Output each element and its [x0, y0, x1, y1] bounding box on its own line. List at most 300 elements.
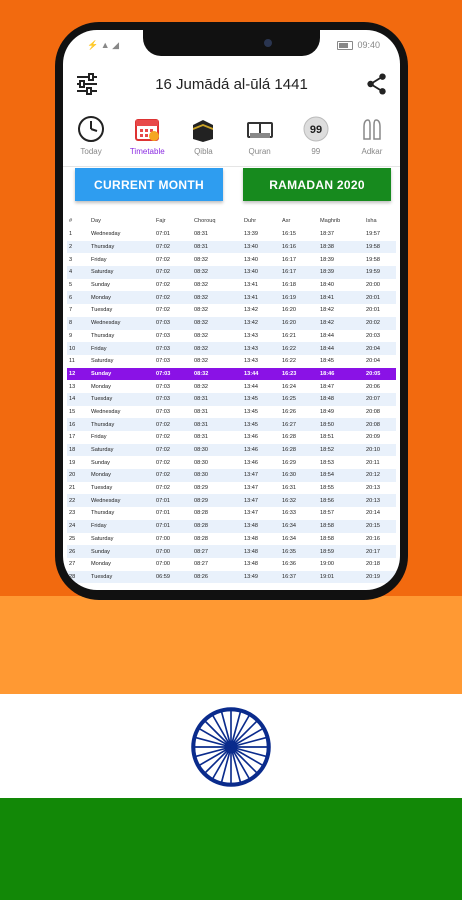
table-cell: 8 — [69, 320, 73, 327]
table-cell: Wednesday — [91, 231, 121, 238]
table-cell: 15 — [69, 408, 76, 415]
table-cell: 07:03 — [156, 320, 170, 327]
table-cell: 07:03 — [156, 396, 170, 403]
table-cell: 11 — [69, 358, 75, 365]
table-cell: 08:31 — [194, 244, 208, 251]
table-cell: 20:08 — [366, 408, 380, 415]
table-cell: 16:22 — [282, 345, 296, 352]
table-row[interactable] — [67, 291, 396, 304]
table-cell: Sunday — [91, 459, 110, 466]
table-cell: 08:28 — [194, 523, 208, 530]
table-cell: 20:01 — [366, 294, 380, 301]
tab-timetable[interactable] — [119, 114, 175, 164]
table-cell: 20:09 — [366, 434, 380, 441]
tab-adkar[interactable] — [344, 114, 400, 164]
table-cell: 16:37 — [282, 573, 296, 580]
phone-notch — [143, 30, 320, 56]
table-cell: 18:42 — [320, 320, 334, 327]
table-cell: 13:47 — [244, 485, 258, 492]
status-bar — [337, 40, 380, 50]
table-cell: 06:59 — [156, 573, 170, 580]
table-cell: 13:45 — [244, 396, 258, 403]
table-cell: 13:45 — [244, 408, 258, 415]
table-cell: 18:39 — [320, 256, 334, 263]
table-cell: 16:36 — [282, 561, 296, 568]
table-cell: 08:31 — [194, 396, 208, 403]
table-row[interactable] — [67, 330, 396, 343]
table-cell: Saturday — [91, 269, 114, 276]
table-cell: 08:26 — [194, 573, 208, 580]
table-cell: 18:37 — [320, 231, 334, 238]
table-cell: 13:42 — [244, 307, 258, 314]
column-header: Fajr — [156, 218, 166, 224]
table-cell: 18:45 — [320, 358, 334, 365]
app-screen — [63, 30, 400, 590]
table-cell: 16:34 — [282, 523, 296, 530]
table-cell: 16:35 — [282, 548, 296, 555]
table-row[interactable] — [67, 494, 396, 507]
table-cell: Saturday — [91, 535, 114, 542]
calendar-icon — [133, 115, 161, 143]
table-cell: 20:18 — [366, 561, 380, 568]
table-cell: 19:01 — [320, 573, 334, 580]
table-cell: 18:58 — [320, 535, 334, 542]
table-cell: 07:00 — [156, 535, 170, 542]
table-row[interactable] — [67, 406, 396, 419]
tab-label: 99 — [311, 147, 321, 156]
table-cell: 27 — [69, 561, 76, 568]
table-cell: Tuesday — [91, 573, 113, 580]
table-cell: 22 — [69, 497, 76, 504]
table-cell: 16:19 — [282, 294, 296, 301]
table-cell: 18:39 — [320, 269, 334, 276]
tab-label: Qibla — [194, 147, 213, 156]
table-cell: Wednesday — [91, 408, 121, 415]
table-cell: Friday — [91, 256, 107, 263]
table-cell: 08:31 — [194, 231, 208, 238]
table-cell: 08:30 — [194, 472, 208, 479]
table-cell: 07:02 — [156, 244, 170, 251]
table-cell: 13:48 — [244, 561, 258, 568]
column-header: Isha — [366, 218, 377, 224]
table-row[interactable] — [67, 431, 396, 444]
table-cell: 08:32 — [194, 256, 208, 263]
table-cell: 18:47 — [320, 383, 334, 390]
table-cell: Monday — [91, 294, 111, 301]
table-cell: 16:24 — [282, 383, 296, 390]
table-cell: 20:03 — [366, 332, 380, 339]
table-row[interactable] — [67, 571, 396, 584]
table-cell: 16:15 — [282, 231, 296, 238]
table-cell: 13:43 — [244, 345, 258, 352]
table-cell: 18:38 — [320, 244, 334, 251]
table-cell: Sunday — [91, 548, 110, 555]
table-cell: 18:48 — [320, 396, 334, 403]
table-cell: 19:59 — [366, 269, 380, 276]
table-cell: 18:44 — [320, 345, 334, 352]
table-cell: 13:39 — [244, 231, 258, 238]
table-cell: 24 — [69, 523, 76, 530]
table-cell: 08:27 — [194, 561, 208, 568]
kaaba-icon — [189, 115, 217, 143]
table-cell: 18:41 — [320, 294, 334, 301]
table-cell: 1 — [69, 231, 73, 238]
table-cell: 9 — [69, 332, 73, 339]
table-cell: 08:32 — [194, 320, 208, 327]
table-cell: 20 — [69, 472, 76, 479]
table-cell: 08:31 — [194, 434, 208, 441]
table-cell: Tuesday — [91, 307, 113, 314]
table-cell: 20:05 — [366, 370, 381, 377]
table-cell: 08:31 — [194, 408, 208, 415]
table-row[interactable] — [67, 418, 396, 431]
table-cell: 08:32 — [194, 358, 208, 365]
table-cell: 08:29 — [194, 485, 208, 492]
table-cell: 08:32 — [194, 332, 208, 339]
table-cell: Sunday — [91, 370, 112, 377]
table-cell: Monday — [91, 383, 111, 390]
table-cell: 07:02 — [156, 256, 170, 263]
table-cell: 20:15 — [366, 523, 380, 530]
table-cell: 16:27 — [282, 421, 296, 428]
table-row[interactable] — [67, 456, 396, 469]
table-cell: 16:28 — [282, 434, 296, 441]
tab-bar — [63, 114, 400, 164]
table-cell: 19 — [69, 459, 76, 466]
table-cell: 10 — [69, 345, 76, 352]
current-month-button[interactable]: CURRENT MONTH — [75, 168, 223, 201]
table-cell: Thursday — [91, 244, 115, 251]
table-cell: 07:02 — [156, 459, 170, 466]
table-cell: 13:40 — [244, 269, 258, 276]
column-header: # — [69, 218, 73, 224]
india-flag — [0, 596, 462, 900]
table-cell: 16:32 — [282, 497, 296, 504]
table-cell: 18:57 — [320, 510, 334, 517]
table-cell: 7 — [69, 307, 73, 314]
table-cell: 07:03 — [156, 332, 170, 339]
table-cell: 18:44 — [320, 332, 334, 339]
table-cell: 16:23 — [282, 370, 297, 377]
table-cell: 20:07 — [366, 396, 380, 403]
tab-today[interactable] — [63, 114, 119, 164]
divider — [63, 166, 400, 167]
table-row-today[interactable] — [67, 368, 396, 381]
table-cell: 13:43 — [244, 332, 258, 339]
table-cell: 08:32 — [194, 269, 208, 276]
table-cell: 16:20 — [282, 320, 296, 327]
table-cell: 16:31 — [282, 485, 296, 492]
table-cell: Thursday — [91, 421, 115, 428]
table-cell: 26 — [69, 548, 76, 555]
table-cell: 13:47 — [244, 472, 258, 479]
table-cell: 07:02 — [156, 472, 170, 479]
table-cell: 13:46 — [244, 434, 258, 441]
table-cell: 07:03 — [156, 358, 170, 365]
table-cell: 16:20 — [282, 307, 296, 314]
table-cell: 07:02 — [156, 421, 170, 428]
column-header: Asr — [282, 218, 291, 224]
table-cell: 13:42 — [244, 320, 258, 327]
table-cell: Wednesday — [91, 320, 121, 327]
table-cell: 16:17 — [282, 269, 296, 276]
table-cell: 07:03 — [156, 345, 170, 352]
table-cell: 18:53 — [320, 459, 334, 466]
table-row[interactable] — [67, 304, 396, 317]
table-cell: 07:02 — [156, 269, 170, 276]
table-cell: 19:00 — [320, 561, 334, 568]
table-cell: 20:04 — [366, 345, 380, 352]
table-cell: 13 — [69, 383, 76, 390]
table-cell: 20:02 — [366, 320, 380, 327]
table-row[interactable] — [67, 507, 396, 520]
table-row[interactable] — [67, 317, 396, 330]
table-cell: 6 — [69, 294, 73, 301]
table-cell: 16:28 — [282, 447, 296, 454]
table-cell: 28 — [69, 573, 76, 580]
table-cell: 08:32 — [194, 307, 208, 314]
table-cell: 13:43 — [244, 358, 258, 365]
column-header: Chorouq — [194, 218, 216, 224]
share-icon[interactable] — [366, 72, 388, 96]
table-row[interactable] — [67, 241, 396, 254]
tab-label: Today — [80, 147, 102, 156]
table-cell: 20:13 — [366, 497, 380, 504]
table-cell: 13:41 — [244, 282, 258, 289]
tab-quran[interactable] — [232, 114, 288, 164]
tab-qibla[interactable] — [175, 114, 231, 164]
table-cell: Tuesday — [91, 396, 113, 403]
table-cell: 18:51 — [320, 434, 334, 441]
table-cell: 13:47 — [244, 510, 258, 517]
table-cell: 13:44 — [244, 383, 258, 390]
table-header — [67, 214, 396, 228]
clock-icon — [77, 115, 105, 143]
table-cell: 16:29 — [282, 459, 296, 466]
table-cell: 07:02 — [156, 282, 170, 289]
table-row[interactable] — [67, 520, 396, 533]
table-cell: 13:44 — [244, 370, 259, 377]
table-row[interactable] — [67, 469, 396, 482]
table-cell: Tuesday — [91, 485, 113, 492]
table-cell: 2 — [69, 244, 73, 251]
table-cell: 23 — [69, 510, 76, 517]
table-cell: 14 — [69, 396, 76, 403]
table-cell: 07:00 — [156, 561, 170, 568]
table-cell: 18:55 — [320, 485, 334, 492]
table-cell: 13:45 — [244, 421, 258, 428]
table-cell: 07:01 — [156, 231, 170, 238]
table-cell: 18:40 — [320, 282, 334, 289]
table-cell: 20:01 — [366, 307, 380, 314]
table-cell: Thursday — [91, 510, 115, 517]
table-cell: 16:30 — [282, 472, 296, 479]
table-cell: 07:03 — [156, 370, 171, 377]
table-cell: 20:12 — [366, 472, 380, 479]
column-header: Duhr — [244, 218, 257, 224]
table-cell: 13:48 — [244, 548, 258, 555]
table-cell: 20:17 — [366, 548, 380, 555]
table-cell: 16:33 — [282, 510, 296, 517]
table-cell: 07:00 — [156, 548, 170, 555]
table-row[interactable] — [67, 482, 396, 495]
table-cell: 17 — [69, 434, 76, 441]
table-cell: Sunday — [91, 282, 110, 289]
table-cell: Friday — [91, 345, 107, 352]
book-icon — [246, 115, 274, 143]
table-cell: 13:48 — [244, 523, 258, 530]
names-99-icon — [302, 115, 330, 143]
table-row[interactable] — [67, 253, 396, 266]
table-cell: 07:03 — [156, 408, 170, 415]
table-cell: 13:46 — [244, 447, 258, 454]
flag-saffron-band — [0, 596, 462, 694]
table-cell: 16:16 — [282, 244, 296, 251]
table-cell: 16:34 — [282, 535, 296, 542]
table-row[interactable] — [67, 558, 396, 571]
table-row[interactable] — [67, 342, 396, 355]
table-row[interactable] — [67, 393, 396, 406]
table-cell: 19:58 — [366, 256, 380, 263]
table-cell: 18 — [69, 447, 76, 454]
table-cell: 08:30 — [194, 447, 208, 454]
table-cell: 21 — [69, 485, 76, 492]
table-cell: Saturday — [91, 358, 114, 365]
table-row[interactable] — [67, 380, 396, 393]
flag-green-band — [0, 798, 462, 900]
table-cell: 20:14 — [366, 510, 380, 517]
table-cell: 16:17 — [282, 256, 296, 263]
table-cell: 08:32 — [194, 345, 208, 352]
ramadan-2020-button[interactable]: RAMADAN 2020 — [243, 168, 391, 201]
table-cell: 16:25 — [282, 396, 296, 403]
table-cell: 12 — [69, 370, 76, 377]
table-cell: 20:06 — [366, 383, 380, 390]
table-cell: 07:01 — [156, 523, 170, 530]
table-cell: 08:28 — [194, 535, 208, 542]
table-cell: 16:26 — [282, 408, 296, 415]
table-cell: 18:52 — [320, 447, 334, 454]
table-cell: 08:31 — [194, 421, 208, 428]
table-cell: 20:13 — [366, 485, 380, 492]
table-cell: 18:42 — [320, 307, 334, 314]
table-cell: Monday — [91, 472, 111, 479]
tab-label: Quran — [248, 147, 271, 156]
table-cell: 13:40 — [244, 244, 258, 251]
table-cell: 19:57 — [366, 231, 380, 238]
table-cell: 08:32 — [194, 383, 208, 390]
table-cell: 20:00 — [366, 282, 380, 289]
table-cell: 18:49 — [320, 408, 334, 415]
table-cell: 18:56 — [320, 497, 334, 504]
table-cell: 16 — [69, 421, 76, 428]
table-cell: 07:02 — [156, 447, 170, 454]
table-cell: 07:01 — [156, 497, 170, 504]
table-cell: 20:04 — [366, 358, 380, 365]
table-cell: 07:03 — [156, 383, 170, 390]
table-cell: 07:02 — [156, 434, 170, 441]
page-title: 16 Jumādá al-ūlá 1441 — [155, 76, 308, 93]
settings-sliders-icon[interactable] — [75, 72, 99, 96]
table-cell: 20:16 — [366, 535, 380, 542]
prayer-hands-icon — [358, 115, 386, 143]
table-cell: 07:02 — [156, 485, 170, 492]
table-cell: Friday — [91, 434, 107, 441]
table-cell: 20:11 — [366, 459, 380, 466]
battery-icon — [337, 41, 353, 50]
table-cell: 13:46 — [244, 459, 258, 466]
table-cell: 4 — [69, 269, 73, 276]
table-cell: 18:50 — [320, 421, 334, 428]
table-cell: 18:59 — [320, 548, 334, 555]
table-cell: Saturday — [91, 447, 114, 454]
table-row[interactable] — [67, 545, 396, 558]
table-cell: 25 — [69, 535, 76, 542]
table-cell: 16:22 — [282, 358, 296, 365]
table-cell: 13:41 — [244, 294, 258, 301]
table-cell: 13:47 — [244, 497, 258, 504]
tab-label: Adkar — [361, 147, 383, 156]
status-signal-icons: ⚡ ▲ ◢ — [87, 40, 120, 50]
table-cell: 07:01 — [156, 510, 170, 517]
svg-text:99: 99 — [309, 124, 322, 136]
table-cell: 07:02 — [156, 307, 170, 314]
table-cell: 13:48 — [244, 535, 258, 542]
table-cell: 18:54 — [320, 472, 334, 479]
table-cell: 20:19 — [366, 573, 380, 580]
table-row[interactable] — [67, 279, 396, 292]
table-cell: 18:58 — [320, 523, 334, 530]
table-cell: 08:32 — [194, 282, 208, 289]
table-cell: 16:18 — [282, 282, 296, 289]
tab-label: Timetable — [129, 147, 165, 156]
table-cell: Thursday — [91, 332, 115, 339]
app-header — [63, 68, 400, 104]
table-cell: 16:21 — [282, 332, 296, 339]
table-row[interactable] — [67, 228, 396, 241]
ashoka-chakra-icon — [190, 706, 272, 788]
table-cell: 20:08 — [366, 421, 380, 428]
table-cell: 5 — [69, 282, 73, 289]
table-cell: 08:29 — [194, 497, 208, 504]
table-cell: 13:49 — [244, 573, 258, 580]
table-cell: 08:28 — [194, 510, 208, 517]
table-row[interactable] — [67, 533, 396, 546]
column-header: Maghrib — [320, 218, 341, 224]
table-cell: 08:27 — [194, 548, 208, 555]
table-cell: 07:02 — [156, 294, 170, 301]
timetable — [67, 214, 396, 583]
column-header: Day — [91, 218, 101, 224]
status-time: 09:40 — [357, 40, 380, 50]
table-cell: Wednesday — [91, 497, 121, 504]
table-cell: 08:32 — [194, 294, 208, 301]
table-cell: 13:40 — [244, 256, 258, 263]
table-cell: 18:46 — [320, 370, 335, 377]
table-cell: 20:10 — [366, 447, 380, 454]
table-cell: 08:30 — [194, 459, 208, 466]
tab-99[interactable] — [288, 114, 344, 164]
table-row[interactable] — [67, 444, 396, 457]
table-cell: 19:58 — [366, 244, 380, 251]
table-cell: Friday — [91, 523, 107, 530]
camera-icon — [264, 39, 272, 47]
table-cell: 08:32 — [194, 370, 209, 377]
table-cell: Monday — [91, 561, 111, 568]
table-row[interactable] — [67, 355, 396, 368]
table-row[interactable] — [67, 266, 396, 279]
table-cell: 3 — [69, 256, 73, 263]
